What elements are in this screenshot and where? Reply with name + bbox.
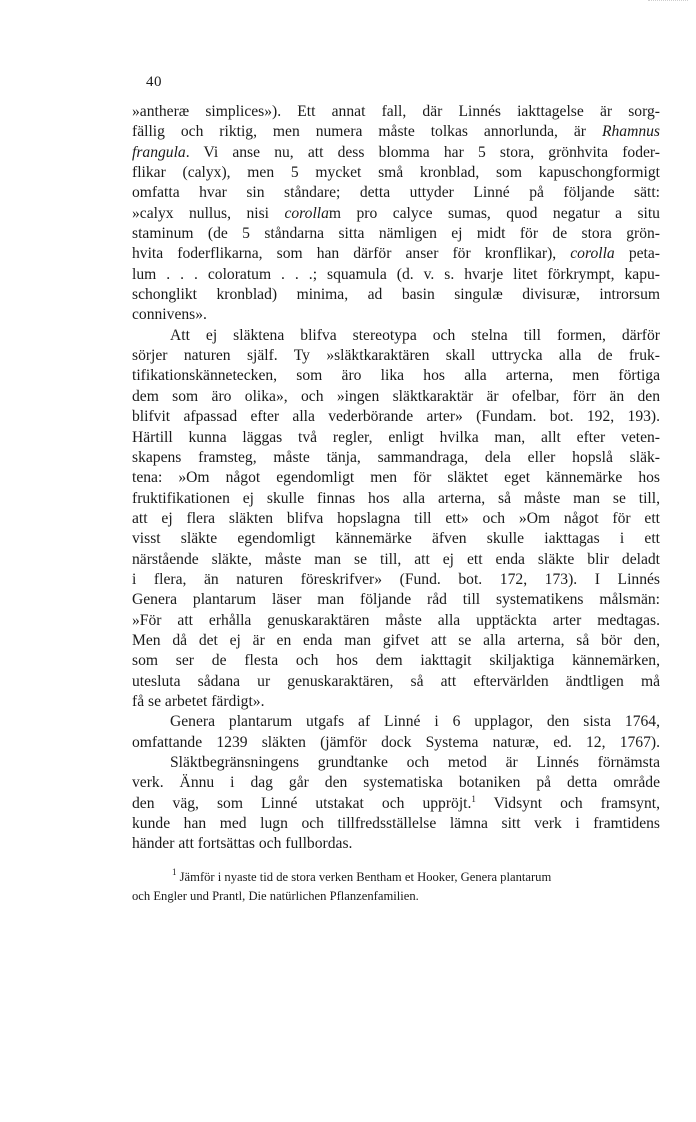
paragraph (132, 326, 660, 713)
footnote-ref[interactable]: 1 (471, 793, 476, 804)
text-line: fruktifikationen ej skulle finnas hos alla arterna, så måste man se till, (132, 489, 660, 507)
text-line: som ser de flesta och hos dem iakttagit skiljaktiga kännemärken, (132, 652, 660, 670)
body-text (132, 102, 660, 855)
text-line: Genera plantarum läser man följande råd till systematikens målsmän: (132, 591, 660, 609)
text-line: sörjer naturen själf. Ty »släktkaraktären skall uttrycka alla de fruk- (132, 347, 660, 365)
text-line: blifvit afpassad efter alla vederbörande arter» (Fundam. bot. 192, 193). (132, 408, 660, 426)
text-line: staminum (de 5 ståndarna sitta nämligen ej midt för de stora grön- (132, 225, 660, 243)
text-line: omfatta hvar sin ståndare; detta uttyder Linné på följande sätt: (132, 184, 660, 202)
page-corner-mark (648, 0, 688, 5)
text-line: utesluta sådana ur genuskaraktären, så att eftervärlden ändtligen må (132, 672, 660, 690)
text-line: i flera, än naturen föreskrifver» (Fund. bot. 172, 173). I Linnés (132, 570, 660, 588)
text-line: tena: »Om något egendomligt men för släktet eget kännemärke hos (132, 469, 660, 487)
text-line: visst släkte egendomligt kännemärke äfven skulle iakttagas i ett (132, 530, 660, 548)
text-line: hvita foderflikarna, som han därför anser för kronflikar), corolla peta- (132, 245, 660, 263)
text-line: »För att erhålla genuskaraktären måste alla upptäckta arter medtagas. (132, 611, 660, 629)
footnote-text: Jämför i nyaste tid de stora verken Bentham et Hooker, Genera plantarum (179, 870, 552, 884)
text-line: närstående släkte, måste man se till, att ej ett enda släkte blir deladt (132, 550, 660, 568)
paragraph (132, 102, 660, 326)
footnotes (132, 868, 660, 906)
text-line: connivens». (132, 306, 207, 324)
text-line: Härtill kunna läggas två regler, enligt hvilka man, allt efter veten- (132, 428, 660, 446)
text-line: skapens framsteg, måste tänja, sammandraga, dela eller hopslå släk- (132, 448, 660, 466)
paragraph (132, 712, 660, 753)
text-line: Genera plantarum utgafs af Linné i 6 upplagor, den sista 1764, (170, 713, 660, 731)
page-number: 40 (146, 74, 162, 90)
text-line: fällig och riktig, men numera måste tolkas annorlunda, är Rhamnus (132, 123, 660, 141)
text-run: den väg, som Linné utstakat och uppröjt. (132, 794, 472, 812)
text-line (132, 794, 660, 814)
text-line: omfattande 1239 släkten (jämför dock Systema naturæ, ed. 12, 1767). (132, 733, 660, 751)
text-line: flikar (calyx), men 5 mycket små kronblad, som kapuschongformigt (132, 164, 660, 182)
text-line: Att ej släktena blifva stereotypa och stelna till formen, därför (170, 326, 660, 344)
text-line: tifikationskännetecken, som äro lika hos alla arterna, men förtiga (132, 367, 660, 385)
text-line: schonglikt kronblad) minima, ad basin singulæ divisuræ, introrsum (132, 286, 660, 304)
text-line: kunde han med lugn och tillfredsställelse lämna sitt verk i framtidens (132, 815, 660, 833)
text-line: lum . . . coloratum . . .; squamula (d. v. s. hvarje litet förkrympt, kapu- (132, 265, 660, 283)
text-line: »calyx nullus, nisi corollam pro calyce sumas, quod negatur a situ (132, 204, 660, 222)
text-line: Släktbegränsningens grundtanke och metod är Linnés förnämsta (170, 754, 660, 771)
text-line: verk. Ännu i dag går den systematiska botaniken på detta område (132, 774, 660, 792)
text-line: händer att fortsättas och fullbordas. (132, 835, 353, 853)
text-line: »antheræ simplices»). Ett annat fall, där Linnés iakttagelse är sorg- (132, 103, 660, 120)
text-run: Vidsynt och framsynt, (475, 794, 660, 812)
text-line: att ej flera släkten blifva hopslagna till ett» och »Om något för ett (132, 509, 660, 527)
paragraph (132, 753, 660, 855)
footnote-marker: 1 (172, 867, 177, 877)
text-line: Men då det ej är en enda man gifvet att se alla arterna, så bör den, (132, 631, 660, 649)
text-line: dem som äro olika», och »ingen släktkaraktär är ofelbar, förr än den (132, 387, 660, 405)
footnote-line: och Engler und Prantl, Die natürlichen Pflanzenfamilien. (132, 889, 419, 903)
text-line: få se arbetet färdigt». (132, 692, 265, 710)
text-line: frangula. Vi anse nu, att dess blomma har 5 stora, grönhvita foder- (132, 143, 660, 161)
footnote-line (132, 868, 660, 887)
